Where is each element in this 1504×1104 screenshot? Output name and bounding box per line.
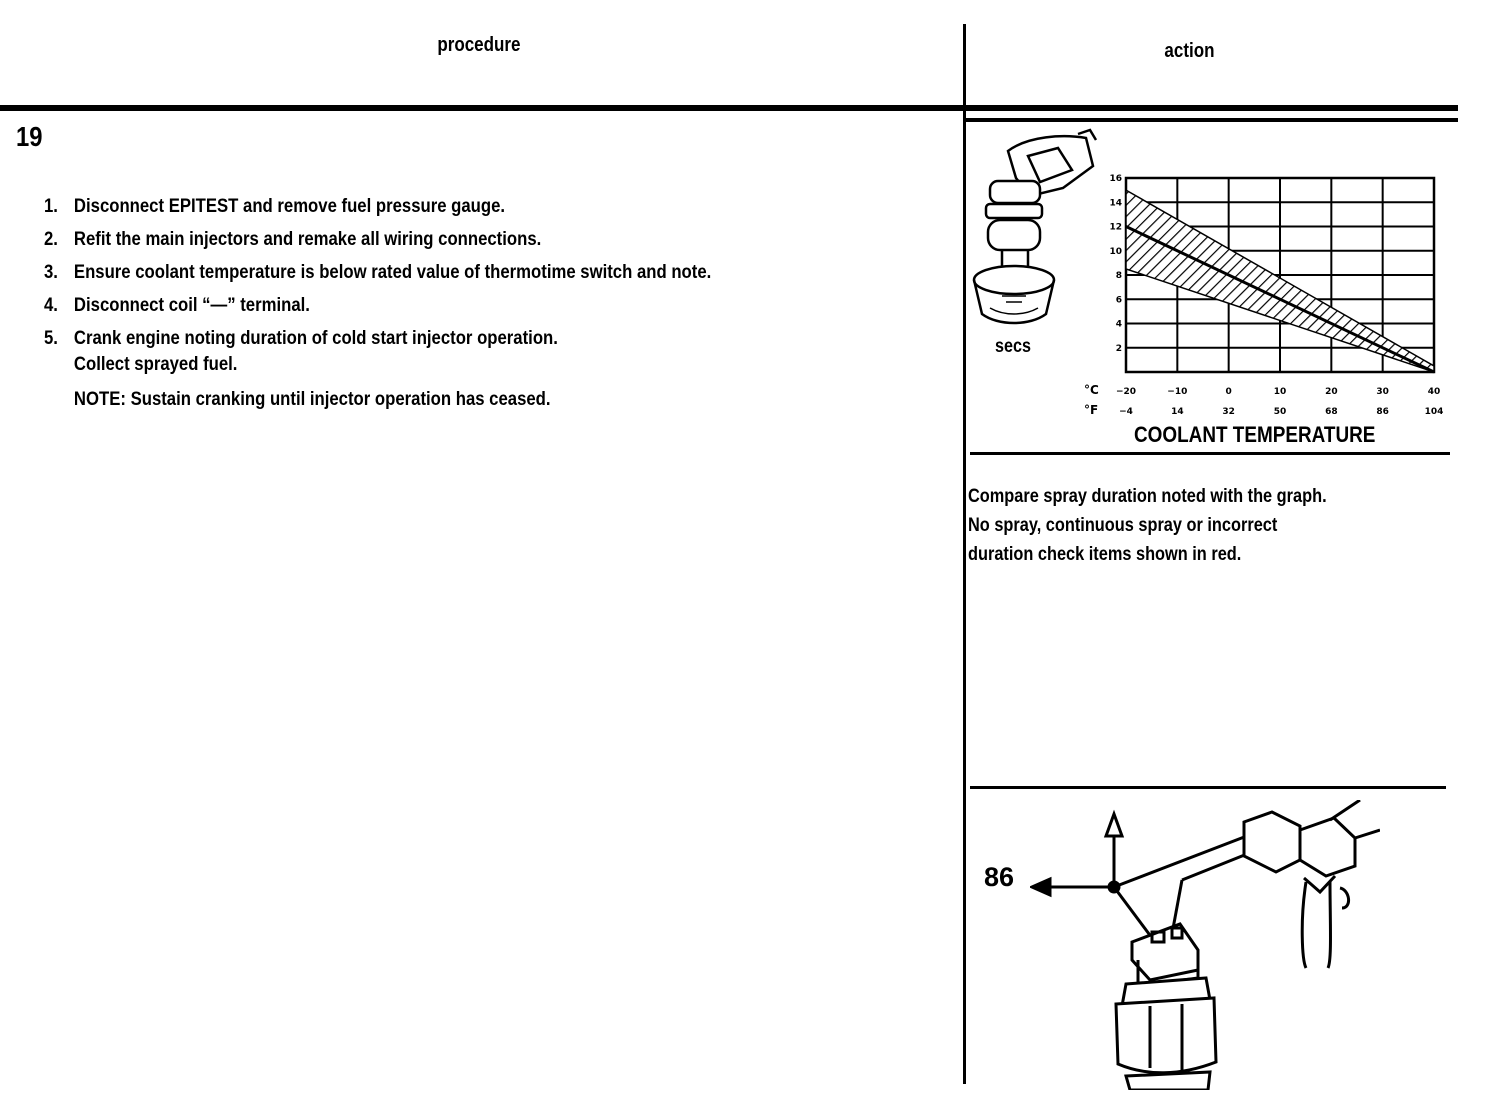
chart-ylabel: secs	[995, 336, 1031, 357]
step-num: 1.	[44, 196, 58, 217]
procedure-step-1	[44, 196, 711, 218]
action-line-3: duration check items shown in red.	[968, 544, 1242, 565]
procedure-step-4	[44, 295, 711, 317]
y-tick-label: 16	[1109, 174, 1122, 184]
x-tick-label-fahrenheit: 14	[1171, 407, 1184, 417]
chart-x-ticks	[1084, 383, 1443, 417]
header-rule	[0, 105, 1458, 111]
column-divider	[963, 24, 966, 1084]
x-tick-label-fahrenheit: 68	[1325, 407, 1338, 417]
y-tick-label: 6	[1115, 295, 1122, 306]
chart-title: COOLANT TEMPERATURE	[1134, 422, 1376, 447]
y-tick-label: 14	[1109, 198, 1122, 209]
procedure-step-2	[44, 229, 711, 251]
x-unit-fahrenheit: °F	[1084, 403, 1099, 417]
y-tick-label: 8	[1115, 271, 1122, 281]
thermotime-switch-illustration	[1030, 800, 1380, 1090]
step-text: Refit the main injectors and remake all wiring connections.	[73, 229, 542, 250]
step-text: Disconnect EPITEST and remove fuel pressure gauge.	[73, 196, 506, 217]
action-text	[968, 482, 1327, 569]
procedure-list	[44, 196, 802, 422]
x-tick-label-celsius: 30	[1376, 387, 1389, 397]
chart-divider	[970, 452, 1450, 455]
chart-y-ticks	[1109, 174, 1122, 354]
x-unit-celsius: °C	[1084, 383, 1099, 397]
action-line-2: No spray, continuous spray or incorrect	[968, 515, 1278, 536]
step-num: 3.	[44, 262, 58, 283]
terminal-label: 86	[984, 862, 1015, 892]
illustration-divider	[970, 786, 1446, 789]
x-tick-label-fahrenheit: 50	[1273, 407, 1287, 417]
y-tick-label: 4	[1115, 319, 1122, 330]
x-tick-label-fahrenheit: 104	[1424, 407, 1444, 417]
header-rule-thin	[963, 118, 1458, 122]
x-tick-label-celsius: −20	[1115, 387, 1137, 397]
action-header: action	[1164, 40, 1215, 62]
x-tick-label-celsius: 10	[1273, 387, 1287, 397]
x-tick-label-fahrenheit: 86	[1376, 407, 1389, 417]
step-num: 4.	[44, 295, 58, 316]
y-tick-label: 12	[1109, 222, 1122, 233]
step-note: NOTE: Sustain cranking until injector operation has ceased.	[73, 389, 551, 410]
step-num: 2.	[44, 229, 58, 250]
step-subtext: Collect sprayed fuel.	[73, 354, 238, 375]
action-line-1: Compare spray duration noted with the graph.	[968, 486, 1327, 507]
x-tick-label-celsius: 20	[1325, 387, 1338, 397]
step-text: Ensure coolant temperature is below rated value of thermotime switch and note.	[73, 262, 712, 283]
y-tick-label: 2	[1115, 343, 1122, 354]
procedure-step-5	[44, 328, 711, 411]
x-tick-label-celsius: 0	[1225, 387, 1232, 397]
x-tick-label-fahrenheit: −4	[1119, 407, 1133, 417]
procedure-step-3	[44, 262, 711, 284]
step-num: 5.	[44, 328, 58, 349]
coolant-temperature-chart	[1080, 160, 1452, 420]
step-text: Crank engine noting duration of cold start injector operation.	[73, 328, 558, 349]
x-tick-label-celsius: 40	[1427, 387, 1441, 397]
x-tick-label-celsius: −10	[1167, 387, 1188, 397]
y-tick-label: 10	[1109, 246, 1122, 257]
step-number: 19	[16, 121, 43, 152]
x-tick-label-fahrenheit: 32	[1222, 407, 1235, 417]
procedure-header: procedure	[437, 34, 521, 56]
step-text: Disconnect coil “—” terminal.	[73, 295, 310, 316]
